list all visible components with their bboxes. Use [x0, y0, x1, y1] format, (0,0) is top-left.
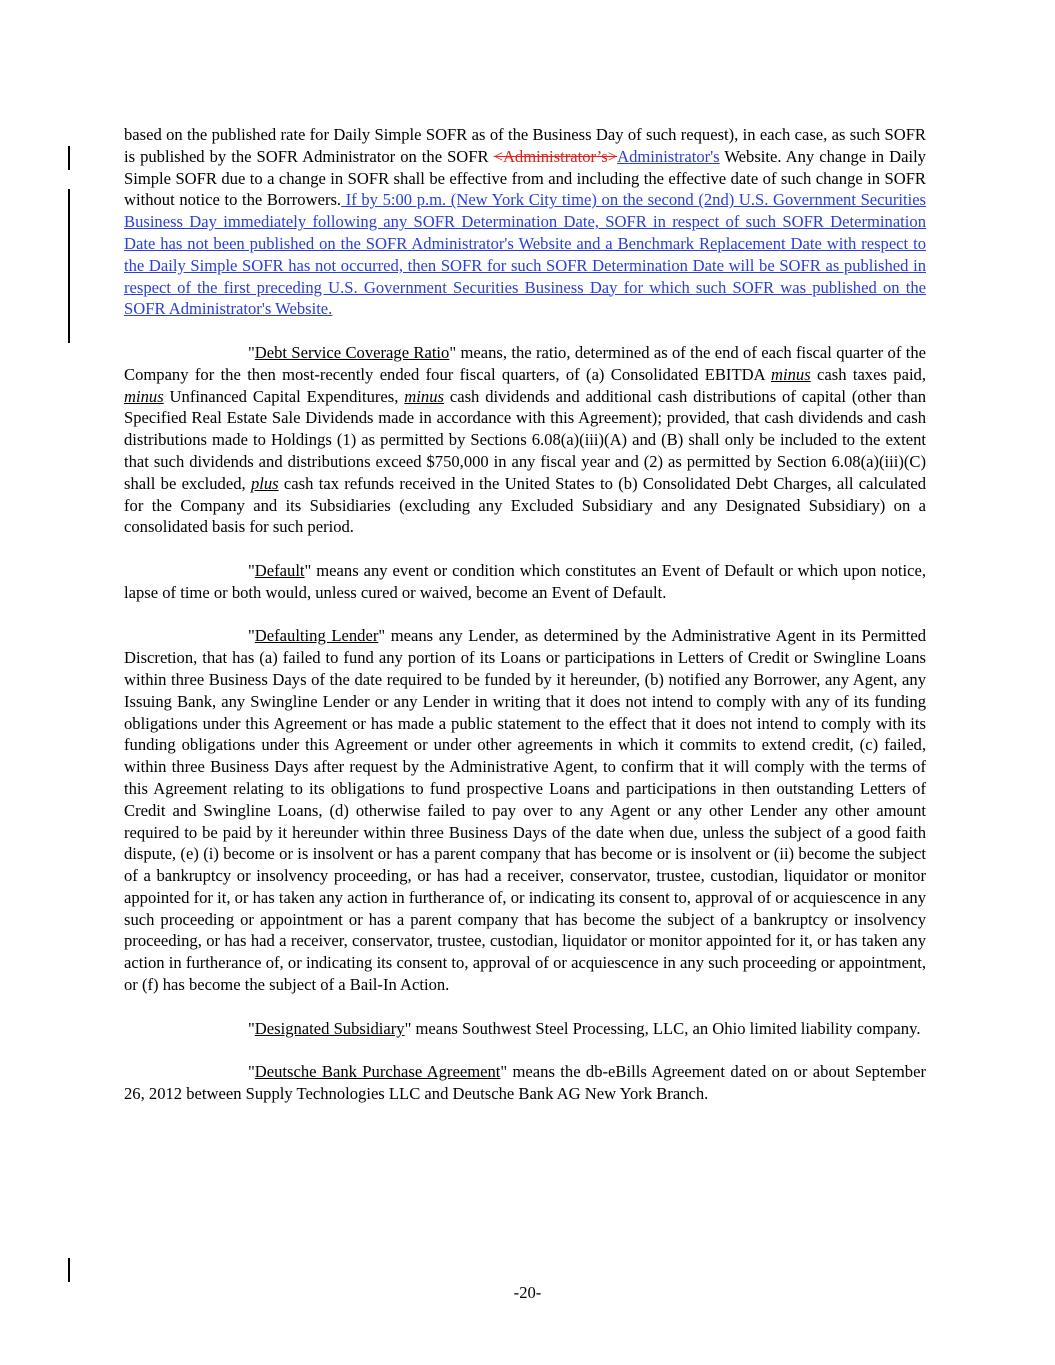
- minus-emphasis: minus: [771, 364, 811, 384]
- open-quote: ": [248, 1018, 255, 1038]
- definition-designated-subsidiary: [124, 1018, 926, 1040]
- inserted-text-fallback-clause: If by 5:00 p.m. (New York City time) on the second (2nd) U.S. Government Securities Business Day immediately following any SOFR Determination Date, SOFR in respect of such SOFR Determination Date has not been published on the SOFR Administrator's Website and a Benchmark Replacement Date with respect to the Daily Simple SOFR has not occurred, then SOFR for such SOFR Determination Date will be SOFR as published in respect of the first preceding U.S. Government Securities Business Day for which such SOFR was published on the SOFR Administrator's Website.: [124, 190, 927, 319]
- definition-text: cash taxes paid,: [810, 364, 926, 384]
- definition-text: " means any event or condition which constitutes an Event of Default or which upon notice, lapse of time or both would, unless cured or waived, become an Event of Default.: [124, 560, 926, 602]
- deleted-text: <Administrator’s>: [493, 146, 618, 166]
- change-bar-footer: [68, 1258, 70, 1282]
- defined-term: Designated Subsidiary: [254, 1018, 405, 1038]
- sofr-lead-text: based on the published rate for Daily Simple SOFR as of the Business Day of such request), in each case, as such SOFR is published by the SOFR Administrator on the SOFR: [124, 125, 926, 166]
- minus-emphasis: minus: [404, 386, 444, 406]
- document-page: [124, 124, 926, 1105]
- definition-text: cash dividends and additional cash distributions of capital (other than Specified Real Estate Sale Dividends made in accordance with this Agreement); provided, that cash dividends and cash distributions made to Holdings (1) as permitted by Sections 6.08(a)(iii)(A) and (B) shall only be included to the extent that such dividends and distributions exceed $750,000 in any fiscal year and (2) as permitted by Section 6.08(a)(iii)(C) shall be excluded,: [124, 386, 926, 493]
- change-bar-sofr-replacement: [68, 146, 70, 170]
- definition-text: " means, the ratio, determined as of the end of each fiscal quarter of the Company for the then most-recently ended four fiscal quarters, of (a) Consolidated EBITDA: [124, 342, 926, 384]
- open-quote: ": [248, 342, 255, 362]
- sofr-mid-text: Website. Any change in Daily Simple SOFR due to a change in SOFR shall be effective from and including the effective date of such change in SOFR without notice to the Borrowers.: [124, 146, 926, 210]
- plus-emphasis: plus: [250, 473, 279, 493]
- definition-default: [124, 560, 926, 604]
- definition-debt-service-coverage-ratio: [124, 342, 926, 538]
- page-number: -20-: [513, 1283, 542, 1302]
- open-quote: ": [248, 560, 255, 580]
- minus-emphasis: minus: [124, 386, 164, 406]
- defined-term: Defaulting Lender: [254, 626, 379, 646]
- definition-text: cash tax refunds received in the United States to (b) Consolidated Debt Charges, all calculated for the Company and its Subsidiaries (excluding any Excluded Subsidiary and any Designated Subsidiary) on a consolidated basis for such period.: [124, 473, 926, 537]
- open-quote: ": [248, 1062, 255, 1082]
- sofr-paragraph: [124, 124, 926, 320]
- definition-deutsche-bank-purchase-agreement: [124, 1061, 926, 1105]
- definition-text: " means the db-eBills Agreement dated on or about September 26, 2012 between Supply Technologies LLC and Deutsche Bank AG New York Branch.: [124, 1062, 926, 1104]
- inserted-text-administrator: Administrator's: [617, 146, 720, 166]
- open-quote: ": [248, 626, 255, 646]
- definition-defaulting-lender: [124, 625, 926, 996]
- defined-term: Default: [254, 560, 305, 580]
- definition-text: Unfinanced Capital Expenditures,: [163, 386, 405, 406]
- definition-text: " means Southwest Steel Processing, LLC, an Ohio limited liability company.: [404, 1018, 921, 1038]
- definition-text: " means any Lender, as determined by the Administrative Agent in its Permitted Discretion, that has (a) failed to fund any portion of its Loans or participations in Letters of Credit or Swingline Loans within three Business Days of the date required to be funded by it hereunder, (b) notified any Borrower, any Agent, any Issuing Bank, any Swingline Lender or any Lender in writing that it does not intend to comply with any of its funding obligations under this Agreement or has made a public statement to the effect that it does not intend to comply with its funding obligations under this Agreement or under other agreements in which it commits to extend credit, (c) failed, within three Business Days after request by the Administrative Agent, to confirm that it will comply with the terms of this Agreement relating to its obligations to fund prospective Loans and participations in then outstanding Letters of Credit and Swingline Loans, (d) otherwise failed to pay over to any Agent or any other Lender any other amount required to be paid by it hereunder within three Business Days of the date when due, unless the subject of a good faith dispute, (e) (i) become or is insolvent or has a parent company that has become or is insolvent or (ii) become the subject of a bankruptcy or insolvency proceeding, or has had a receiver, conservator, trustee, custodian, liquidator or monitor appointed for it, or has taken any action in furtherance of, or indicating its consent to, approval of or acquiescence in any such proceeding or appointment or has a parent company that has become the subject of a bankruptcy or insolvency proceeding, or has had a receiver, conservator, trustee, custodian, liquidator or monitor appointed for it, or has taken any action in furtherance of, or indicating its consent to, approval of or acquiescence in any such proceeding or appointment, or (f) has become the subject of a Bail-In Action.: [124, 626, 926, 995]
- change-bar-sofr-insertion: [68, 189, 70, 343]
- defined-term: Debt Service Coverage Ratio: [254, 342, 450, 362]
- defined-term: Deutsche Bank Purchase Agreement: [254, 1062, 501, 1082]
